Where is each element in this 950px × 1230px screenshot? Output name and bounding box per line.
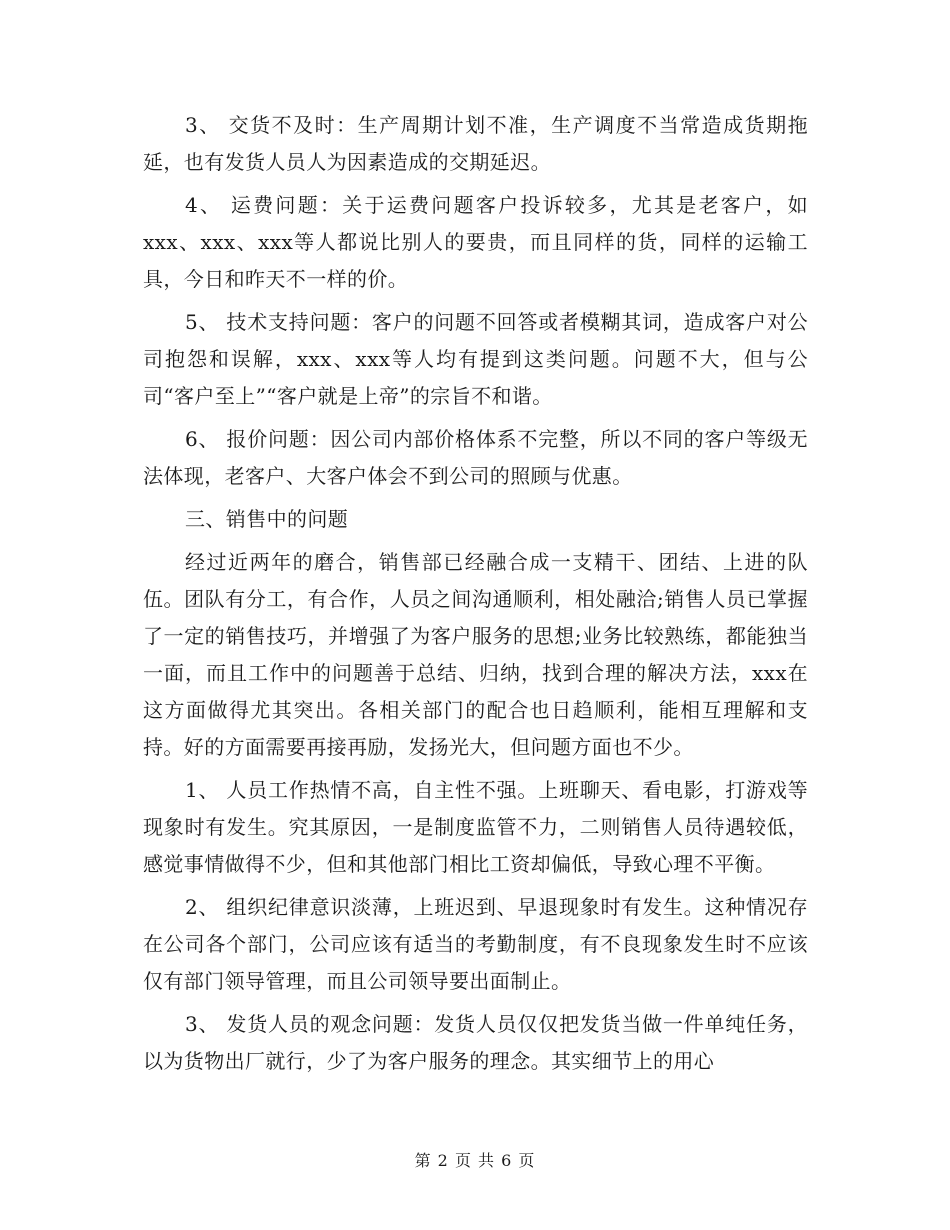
document-body xyxy=(143,107,808,1086)
section-heading-sales-problems: 三、销售中的问题 xyxy=(185,507,349,531)
paragraph-freight-issue: 4、 运费问题：关于运费问题客户投诉较多，尤其是老客户，如xxx、xxx、xxx等人都说比别人的要贵，而且同样的货，同样的运输工具，今日和昨天不一样的价。 xyxy=(143,193,808,291)
paragraph-discipline: 2、 组织纪律意识淡薄，上班迟到、早退现象时有发生。这种情况存在公司各个部门，公司应该有适当的考勤制度，有不良现象发生时不应该仅有部门领导管理，而且公司领导要出面制止。 xyxy=(143,895,808,993)
page-number-footer: 第 2 页 共 6 页 xyxy=(414,1151,536,1170)
paragraph-tech-support-issue: 5、 技术支持问题：客户的问题不回答或者模糊其词，造成客户对公司抱怨和误解，xxx、xxx等人均有提到这类问题。问题不大，但与公司“客户至上”“客户就是上帝”的宗旨不和谐。 xyxy=(143,310,808,408)
paragraph-shipping-staff-attitude: 3、 发货人员的观念问题：发货人员仅仅把发货当做一件单纯任务，以为货物出厂就行，少了为客户服务的理念。其实细节上的用心 xyxy=(143,1012,808,1073)
paragraph-staff-enthusiasm: 1、 人员工作热情不高，自主性不强。上班聊天、看电影，打游戏等现象时有发生。究其原因，一是制度监管不力，二则销售人员待遇较低，感觉事情做得不少，但和其他部门相比工资却偏低，导致心理不平衡。 xyxy=(143,778,808,876)
paragraph-quotation-issue: 6、 报价问题：因公司内部价格体系不完整，所以不同的客户等级无法体现，老客户、大客户体会不到公司的照顾与优惠。 xyxy=(143,427,808,488)
paragraph-delivery-delay: 3、 交货不及时：生产周期计划不准，生产调度不当常造成货期拖延，也有发货人员人为因素造成的交期延迟。 xyxy=(143,113,808,174)
paragraph-team-overview: 经过近两年的磨合，销售部已经融合成一支精干、团结、上进的队伍。团队有分工，有合作，人员之间沟通顺利，相处融洽;销售人员已掌握了一定的销售技巧，并增强了为客户服务的思想;业务比较熟练，都能独当一面，而且工作中的问题善于总结、归纳，找到合理的解决方法，xxx在这方面做得尤其突出。各相关部门的配合也日趋顺利，能相互理解和支持。好的方面需要再接再励，发扬光大，但问题方面也不少。 xyxy=(143,550,808,759)
